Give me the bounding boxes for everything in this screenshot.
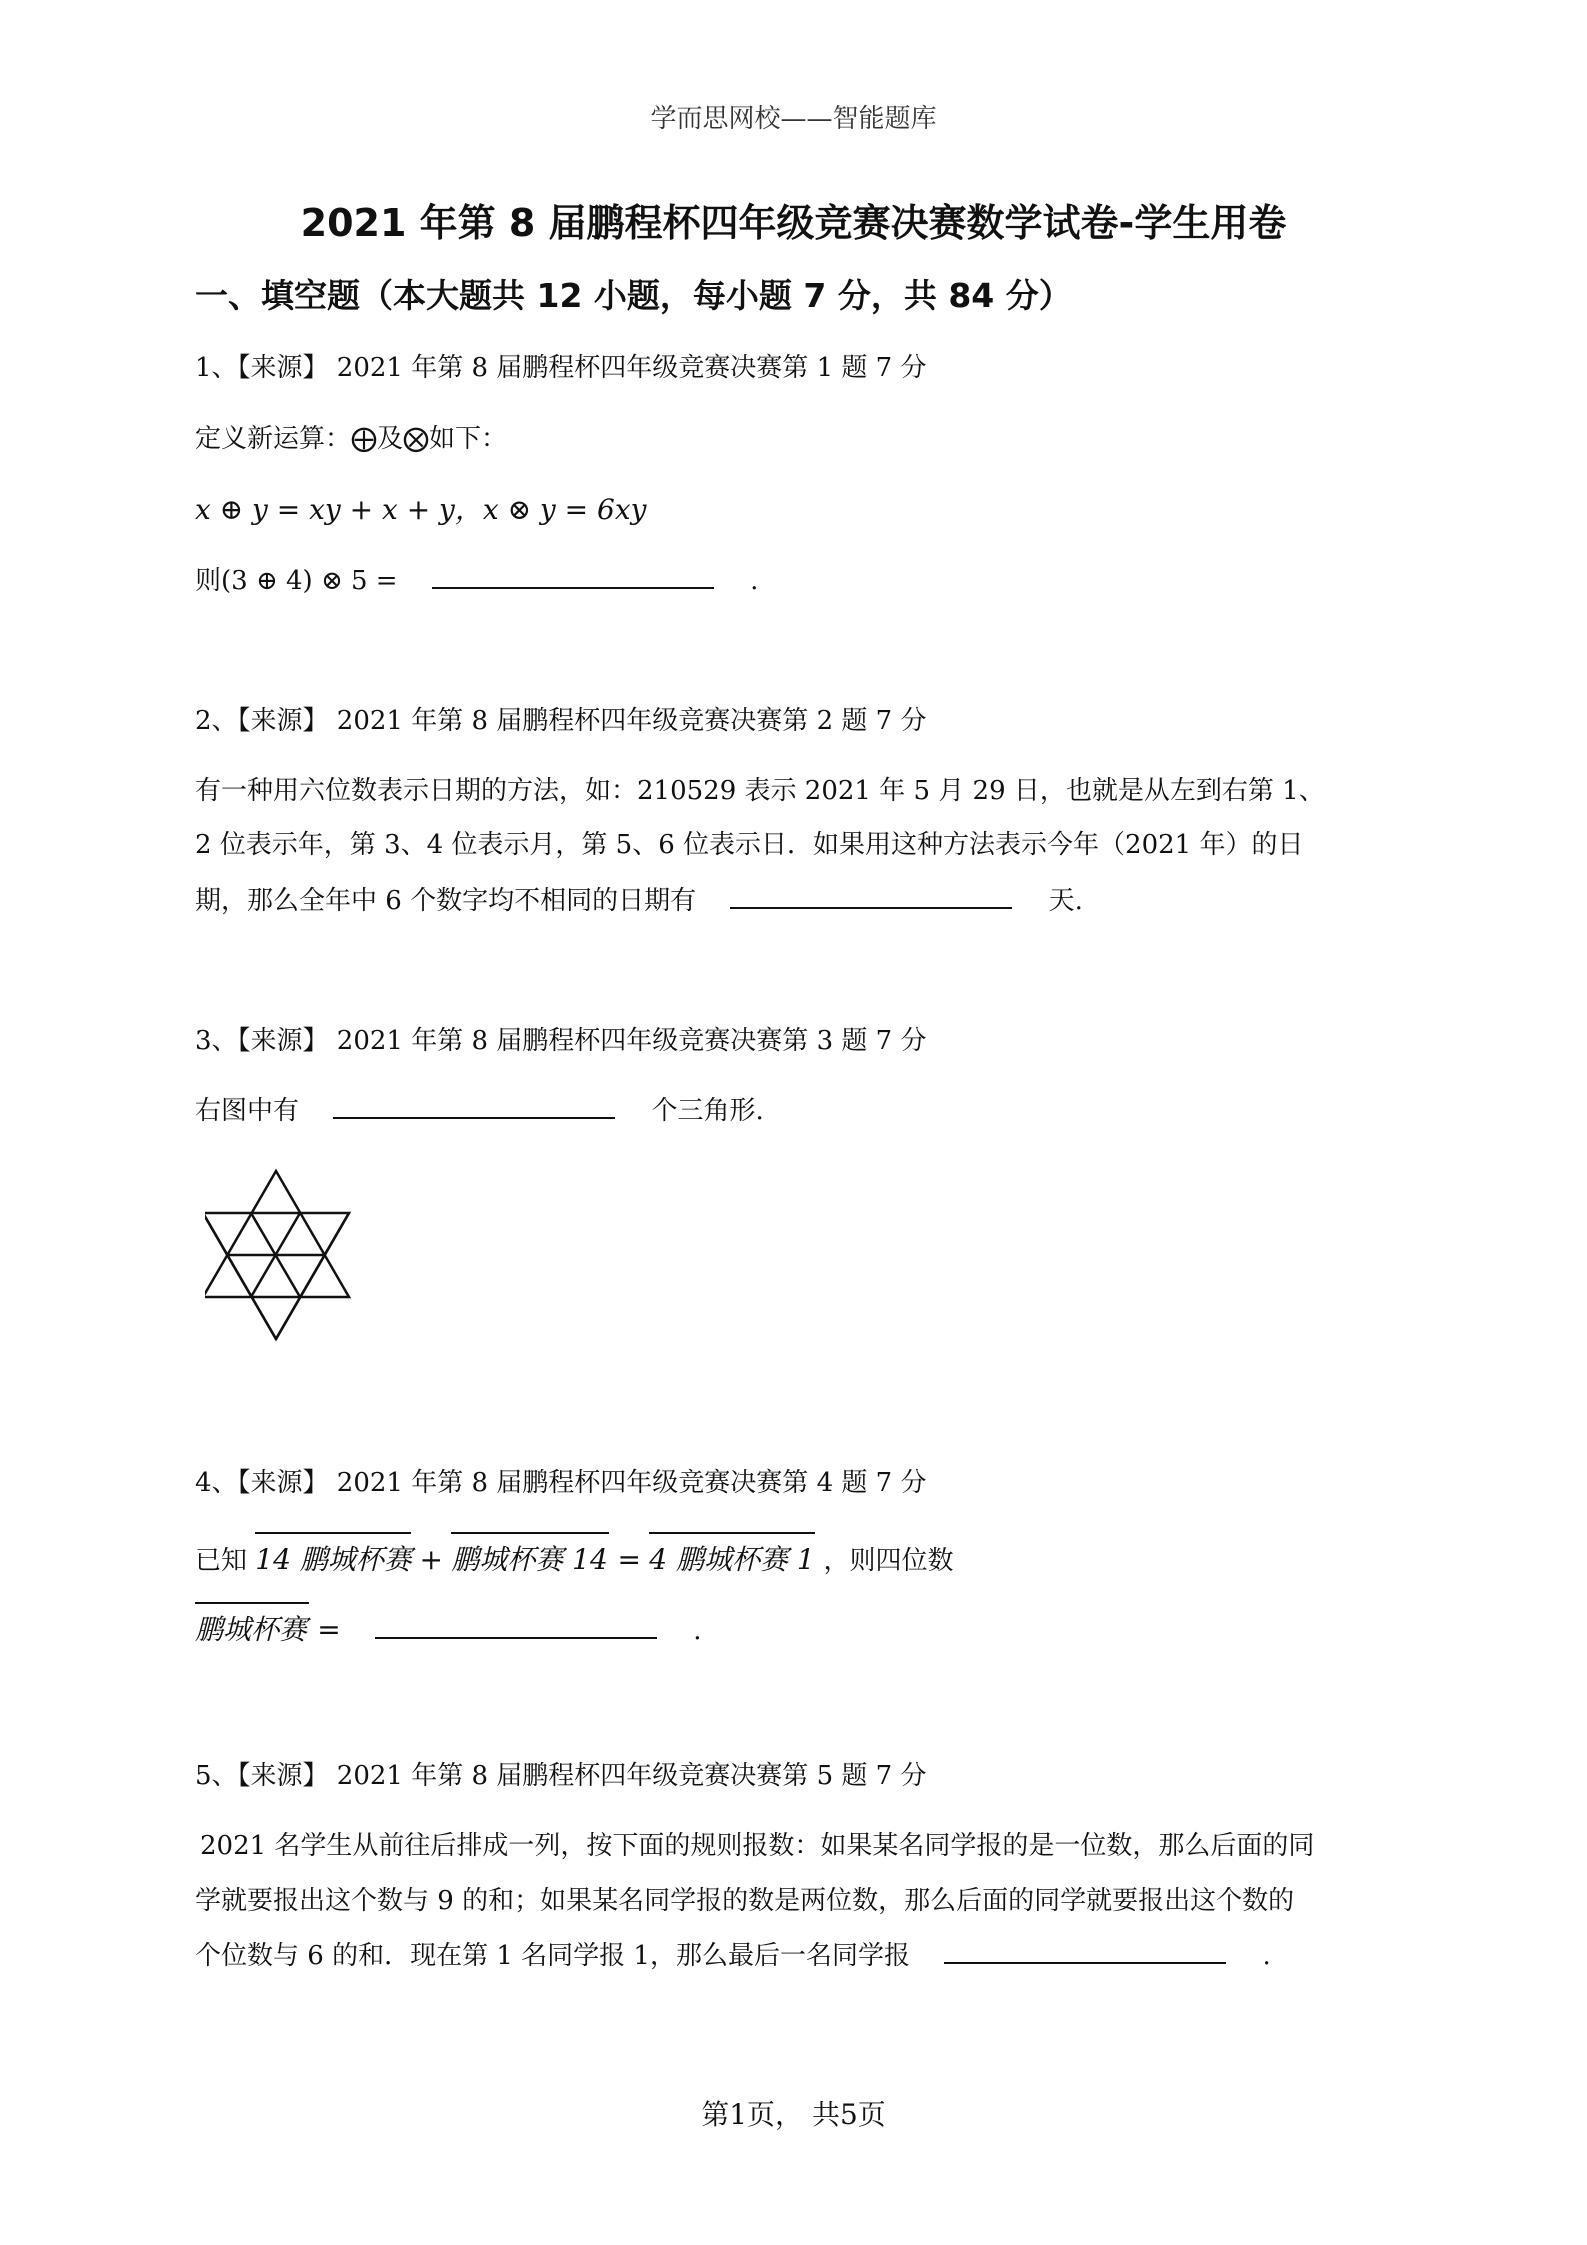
q5-line2: 学就要报出这个数与 9 的和；如果某名同学报的数是两位数，那么后面的同学就要报出这个数的 <box>195 1886 1295 1916</box>
q3-line1-text: 右图中有 <box>195 1096 300 1126</box>
q2-line3 <box>195 880 1083 917</box>
upward-triangle <box>205 1171 349 1297</box>
q5-line1: 2021 名学生从前往后排成一列，按下面的规则报数：如果某名同学报的是一位数，那么后面的同 <box>200 1831 1315 1861</box>
q5-line3-text: 个位数与 6 的和．现在第 1 名同学报 1，那么最后一名同学报 <box>195 1941 910 1971</box>
q2-unit: 天. <box>1048 886 1083 916</box>
q1-period: . <box>750 566 759 596</box>
star-triangle-figure <box>205 1168 355 1344</box>
q4-term4: 鹏城杯赛 <box>195 1602 309 1648</box>
q4-term2: 鹏城杯赛 14 <box>451 1532 609 1578</box>
q2-line1: 有一种用六位数表示日期的方法，如：210529 表示 2021 年 5 月 29 日，也就是从左到右第 1、 <box>195 776 1325 806</box>
q4-source: 4、【来源】 2021 年第 8 届鹏程杯四年级竞赛决赛第 4 题 7 分 <box>195 1468 927 1498</box>
q4-term1: 14 鹏城杯赛 <box>255 1532 411 1578</box>
q5-line3 <box>195 1935 1271 1972</box>
q1-formula: 𝑥 ⊕ 𝑦 = 𝑥𝑦 + 𝑥 + 𝑦，𝑥 ⊗ 𝑦 = 6𝑥𝑦 <box>195 493 647 526</box>
q4-prefix: 已知 <box>195 1546 248 1576</box>
q4-equation <box>195 1532 954 1578</box>
q4-plus: + <box>419 1543 444 1576</box>
page-title: 2021 年第 8 届鹏程杯四年级竞赛决赛数学试卷-学生用卷 <box>300 201 1287 245</box>
q2-answer-blank[interactable] <box>730 887 1012 909</box>
q5-answer-blank[interactable] <box>944 1942 1226 1964</box>
q2-line3-text: 期，那么全年中 6 个数字均不相同的日期有 <box>195 886 697 916</box>
section-heading: 一、填空题（本大题共 12 小题，每小题 7 分，共 84 分） <box>195 276 1072 315</box>
q1-ask <box>195 560 758 597</box>
q3-source: 3、【来源】 2021 年第 8 届鹏程杯四年级竞赛决赛第 3 题 7 分 <box>195 1026 927 1056</box>
q4-equals2: = <box>317 1613 341 1646</box>
q4-term3: 4 鹏城杯赛 1 <box>649 1532 815 1578</box>
page-footer: 第1页， 共5页 <box>701 2098 886 2131</box>
q4-equals: = <box>617 1543 642 1576</box>
q1-source: 1、【来源】 2021 年第 8 届鹏程杯四年级竞赛决赛第 1 题 7 分 <box>195 353 927 383</box>
downward-triangle <box>205 1213 349 1339</box>
q3-line1 <box>195 1090 764 1127</box>
q2-line2: 2 位表示年，第 3、4 位表示月，第 5、6 位表示日．如果用这种方法表示今年（2021 年）的日 <box>195 830 1304 860</box>
q5-source: 5、【来源】 2021 年第 8 届鹏程杯四年级竞赛决赛第 5 题 7 分 <box>195 1761 927 1791</box>
q4-period: . <box>693 1616 702 1646</box>
page-header: 学而思网校——智能题库 <box>650 104 937 134</box>
q3-answer-blank[interactable] <box>333 1097 615 1119</box>
q1-answer-blank[interactable] <box>432 567 714 589</box>
q1-ask-text: 则(3 ⊕ 4) ⊗ 5 = <box>195 566 398 596</box>
q5-period: . <box>1262 1941 1271 1971</box>
q4-ask <box>195 1602 702 1648</box>
q3-unit: 个三角形. <box>651 1096 764 1126</box>
q4-answer-blank[interactable] <box>375 1617 657 1639</box>
q2-source: 2、【来源】 2021 年第 8 届鹏程杯四年级竞赛决赛第 2 题 7 分 <box>195 706 927 736</box>
q1-definition: 定义新运算：⨁及⨂如下： <box>195 424 508 454</box>
q4-suffix: ，则四位数 <box>823 1546 954 1576</box>
